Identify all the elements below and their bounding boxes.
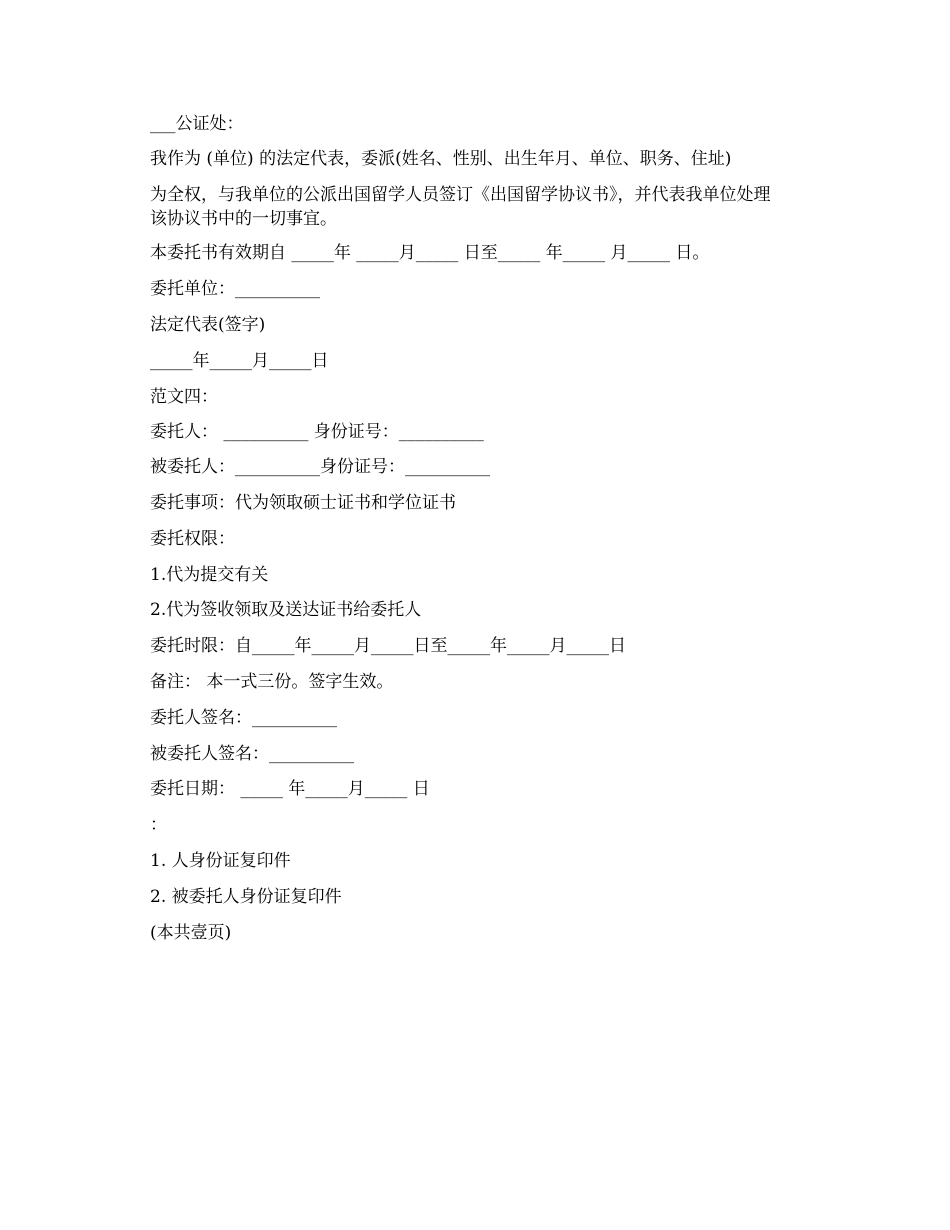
agent-signature: 被委托人签名：__________ [150, 744, 354, 764]
agent-id-line: 被委托人：__________身份证号：__________ [150, 457, 490, 477]
authorization-statement-line1: 为全权，与我单位的公派出国留学人员签订《出国留学协议书》，并代表我单位处理 [150, 185, 771, 205]
authority-heading: 委托权限： [150, 529, 235, 549]
attachment-item-1: 1. 人身份证复印件 [150, 851, 291, 871]
entrustment-date: 委托日期： _____ 年_____月_____ 日 [150, 779, 430, 799]
validity-period: 本委托书有效期自 _____年 _____月_____ 日至_____ 年_____ 月_____ 日。 [150, 243, 710, 263]
entrustment-period: 委托时限：自_____年_____月_____日至_____年_____月_____日 [150, 636, 626, 656]
signature-date: _____年_____月_____日 [150, 351, 329, 371]
page-count-note: (本共壹页) [150, 923, 232, 943]
attachments-label: ： [150, 815, 167, 835]
attachment-item-2: 2. 被委托人身份证复印件 [150, 887, 342, 907]
sample-four-heading: 范文四： [150, 387, 218, 407]
principal-signature: 委托人签名：__________ [150, 708, 337, 728]
entrusted-matters: 委托事项：代为领取硕士证书和学位证书 [150, 493, 456, 513]
authority-item-1: 1.代为提交有关 [150, 565, 269, 585]
authorization-statement-line2: 该协议书中的一切事宜。 [150, 209, 337, 229]
principal-id-line: 委托人： __________ 身份证号：__________ [150, 422, 484, 442]
representative-statement: 我作为 (单位) 的法定代表，委派(姓名、性别、出生年月、单位、职务、住址) [150, 149, 732, 169]
legal-representative-signature: 法定代表(签字) [150, 315, 266, 335]
remarks: 备注： 本一式三份。签字生效。 [150, 672, 394, 692]
entrusting-unit: 委托单位：__________ [150, 279, 320, 299]
authority-item-2: 2.代为签收领取及送达证书给委托人 [150, 600, 422, 620]
notary-office-line: ___公证处： [150, 114, 244, 134]
